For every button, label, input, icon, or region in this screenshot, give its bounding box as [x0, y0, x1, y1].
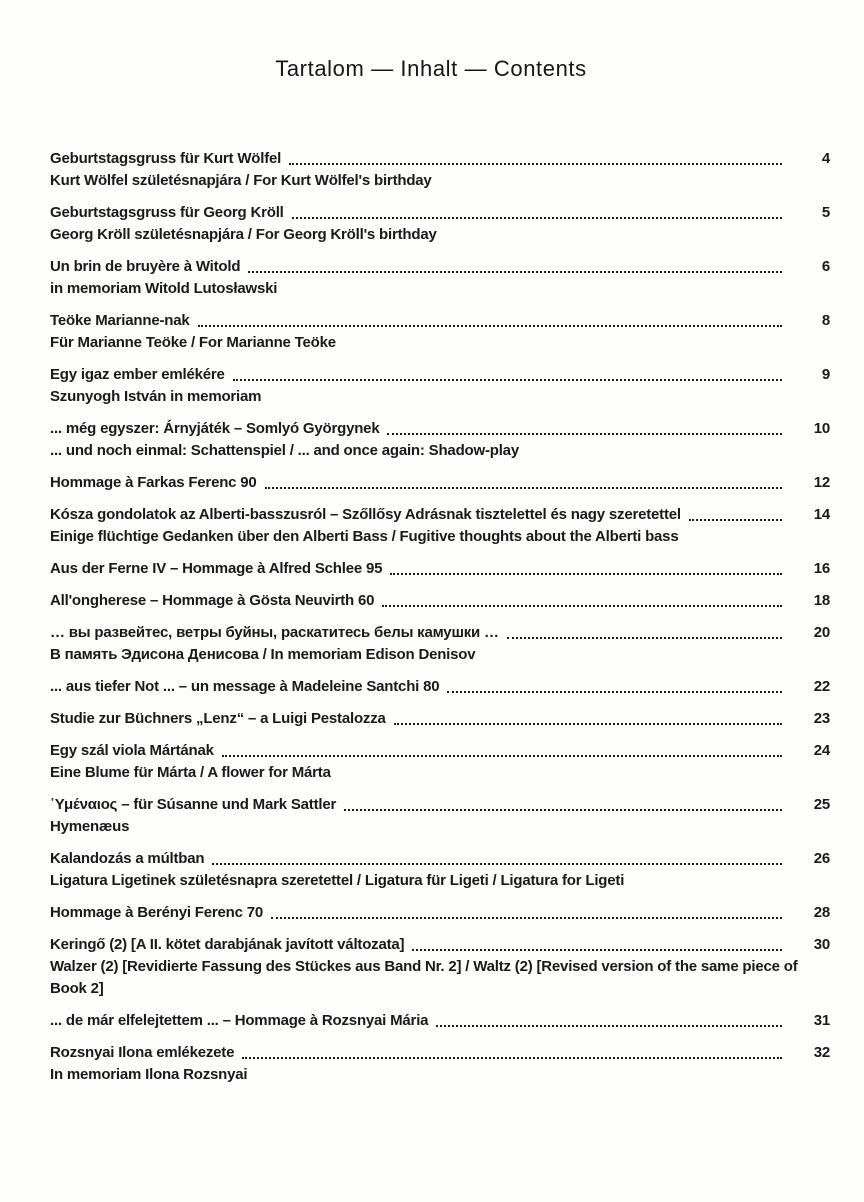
entry-subtitle: В память Эдисона Денисова / In memoriam Edison Denisov	[50, 646, 476, 663]
entry-page-number: 23	[813, 710, 830, 727]
entry-title: Studie zur Büchners „Lenz“ – a Luigi Pestalozza	[50, 710, 386, 727]
toc-entry	[50, 558, 832, 580]
entry-page-number: 16	[813, 560, 830, 577]
entry-subtitle: Georg Kröll születésnapjára / For Georg Kröll's birthday	[50, 226, 437, 243]
entry-subtitle: Eine Blume für Márta / A flower for Márta	[50, 764, 331, 781]
entry-page-number: 25	[813, 796, 830, 813]
table-of-contents	[50, 148, 832, 1086]
entry-title: Egy igaz ember emlékére	[50, 366, 225, 383]
entry-title: ... de már elfelejtettem ... – Hommage à Rozsnyai Mária	[50, 1012, 429, 1029]
page-title: Tartalom — Inhalt — Contents	[275, 56, 587, 81]
leader-dots	[233, 379, 782, 381]
entry-subtitle: Szunyogh István in memoriam	[50, 388, 262, 405]
toc-entry	[50, 256, 832, 300]
toc-entry	[50, 934, 832, 1000]
entry-subtitle: Einige flüchtige Gedanken über den Alberti Bass / Fugitive thoughts about the Alberti bass	[50, 528, 679, 545]
leader-dots	[689, 519, 782, 521]
entry-page-number: 24	[813, 742, 830, 759]
entry-title: Kalandozás a múltban	[50, 850, 205, 867]
leader-dots	[198, 325, 782, 327]
leader-dots	[447, 691, 782, 693]
leader-dots	[390, 573, 782, 575]
leader-dots	[344, 809, 782, 811]
leader-dots	[292, 217, 782, 219]
entry-title: Keringő (2) [A II. kötet darabjának javított változata]	[50, 936, 405, 953]
entry-page-number: 32	[813, 1044, 830, 1061]
entry-page-number: 26	[813, 850, 830, 867]
entry-title: Kósza gondolatok az Alberti-basszusról – Szőllősy Adrásnak tisztelettel és nagy szeretettel	[50, 506, 681, 523]
entry-page-number: 28	[813, 904, 830, 921]
entry-subtitle: Für Marianne Teöke / For Marianne Teöke	[50, 334, 336, 351]
leader-dots	[507, 637, 782, 639]
entry-subtitle: Ligatura Ligetinek születésnapra szeretettel / Ligatura für Ligeti / Ligatura for Ligeti	[50, 872, 625, 889]
entry-subtitle: Hymenæus	[50, 818, 130, 835]
entry-page-number: 8	[821, 312, 830, 329]
entry-subtitle: in memoriam Witold Lutosławski	[50, 280, 278, 297]
toc-entry	[50, 364, 832, 408]
entry-page-number: 10	[813, 420, 830, 437]
leader-dots	[436, 1025, 782, 1027]
leader-dots	[382, 605, 782, 607]
toc-entry	[50, 148, 832, 192]
entry-title: ... aus tiefer Not ... – un message à Madeleine Santchi 80	[50, 678, 440, 695]
entry-subtitle: In memoriam Ilona Rozsnyai	[50, 1066, 248, 1083]
toc-entry	[50, 794, 832, 838]
toc-entry	[50, 1010, 832, 1032]
leader-dots	[212, 863, 782, 865]
entry-title: ... még egyszer: Árnyjáték – Somlyó Györgynek	[50, 420, 380, 437]
entry-page-number: 6	[821, 258, 830, 275]
entry-page-number: 9	[821, 366, 830, 383]
entry-title: … вы развейтес, ветры буйны, раскатитесь белы камушки …	[50, 624, 499, 641]
leader-dots	[387, 433, 782, 435]
entry-title: Rozsnyai Ilona emlékezete	[50, 1044, 235, 1061]
toc-entry	[50, 202, 832, 246]
entry-title: Aus der Ferne IV – Hommage à Alfred Schlee 95	[50, 560, 383, 577]
entry-page-number: 18	[813, 592, 830, 609]
toc-entry	[50, 590, 832, 612]
leader-dots	[412, 949, 782, 951]
entry-page-number: 14	[813, 506, 830, 523]
entry-page-number: 30	[813, 936, 830, 953]
entry-subtitle: Kurt Wölfel születésnapjára / For Kurt Wölfel's birthday	[50, 172, 432, 189]
entry-subtitle: ... und noch einmal: Schattenspiel / ... and once again: Shadow-play	[50, 442, 519, 459]
entry-title: Egy szál viola Mártának	[50, 742, 214, 759]
toc-entry	[50, 1042, 832, 1086]
leader-dots	[222, 755, 782, 757]
entry-title: Teöke Marianne-nak	[50, 312, 190, 329]
entry-page-number: 4	[821, 150, 830, 167]
entry-page-number: 20	[813, 624, 830, 641]
toc-entry	[50, 504, 832, 548]
leader-dots	[242, 1057, 782, 1059]
entry-title: Hommage à Berényi Ferenc 70	[50, 904, 264, 921]
entry-title: Geburtstagsgruss für Kurt Wölfel	[50, 150, 282, 167]
entry-title: Hommage à Farkas Ferenc 90	[50, 474, 257, 491]
entry-page-number: 12	[813, 474, 830, 491]
entry-subtitle: Walzer (2) [Revidierte Fassung des Stückes aus Band Nr. 2] / Waltz (2) [Revised version of the same piece of Book 2]	[50, 958, 798, 997]
entry-page-number: 5	[821, 204, 830, 221]
leader-dots	[271, 917, 782, 919]
leader-dots	[394, 723, 782, 725]
entry-title: All'ongherese – Hommage à Gösta Neuvirth 60	[50, 592, 375, 609]
entry-title: Un brin de bruyère à Witold	[50, 258, 241, 275]
toc-entry	[50, 310, 832, 354]
toc-entry	[50, 472, 832, 494]
toc-entry	[50, 848, 832, 892]
leader-dots	[265, 487, 782, 489]
entry-title: Geburtstagsgruss für Georg Kröll	[50, 204, 284, 221]
leader-dots	[289, 163, 782, 165]
toc-entry	[50, 902, 832, 924]
toc-entry	[50, 622, 832, 666]
toc-entry	[50, 676, 832, 698]
entry-page-number: 22	[813, 678, 830, 695]
toc-entry	[50, 740, 832, 784]
entry-page-number: 31	[813, 1012, 830, 1029]
toc-entry	[50, 708, 832, 730]
toc-entry	[50, 418, 832, 462]
leader-dots	[248, 271, 782, 273]
entry-title: ῾Υμέναιος – für Súsanne und Mark Sattler	[50, 796, 337, 813]
